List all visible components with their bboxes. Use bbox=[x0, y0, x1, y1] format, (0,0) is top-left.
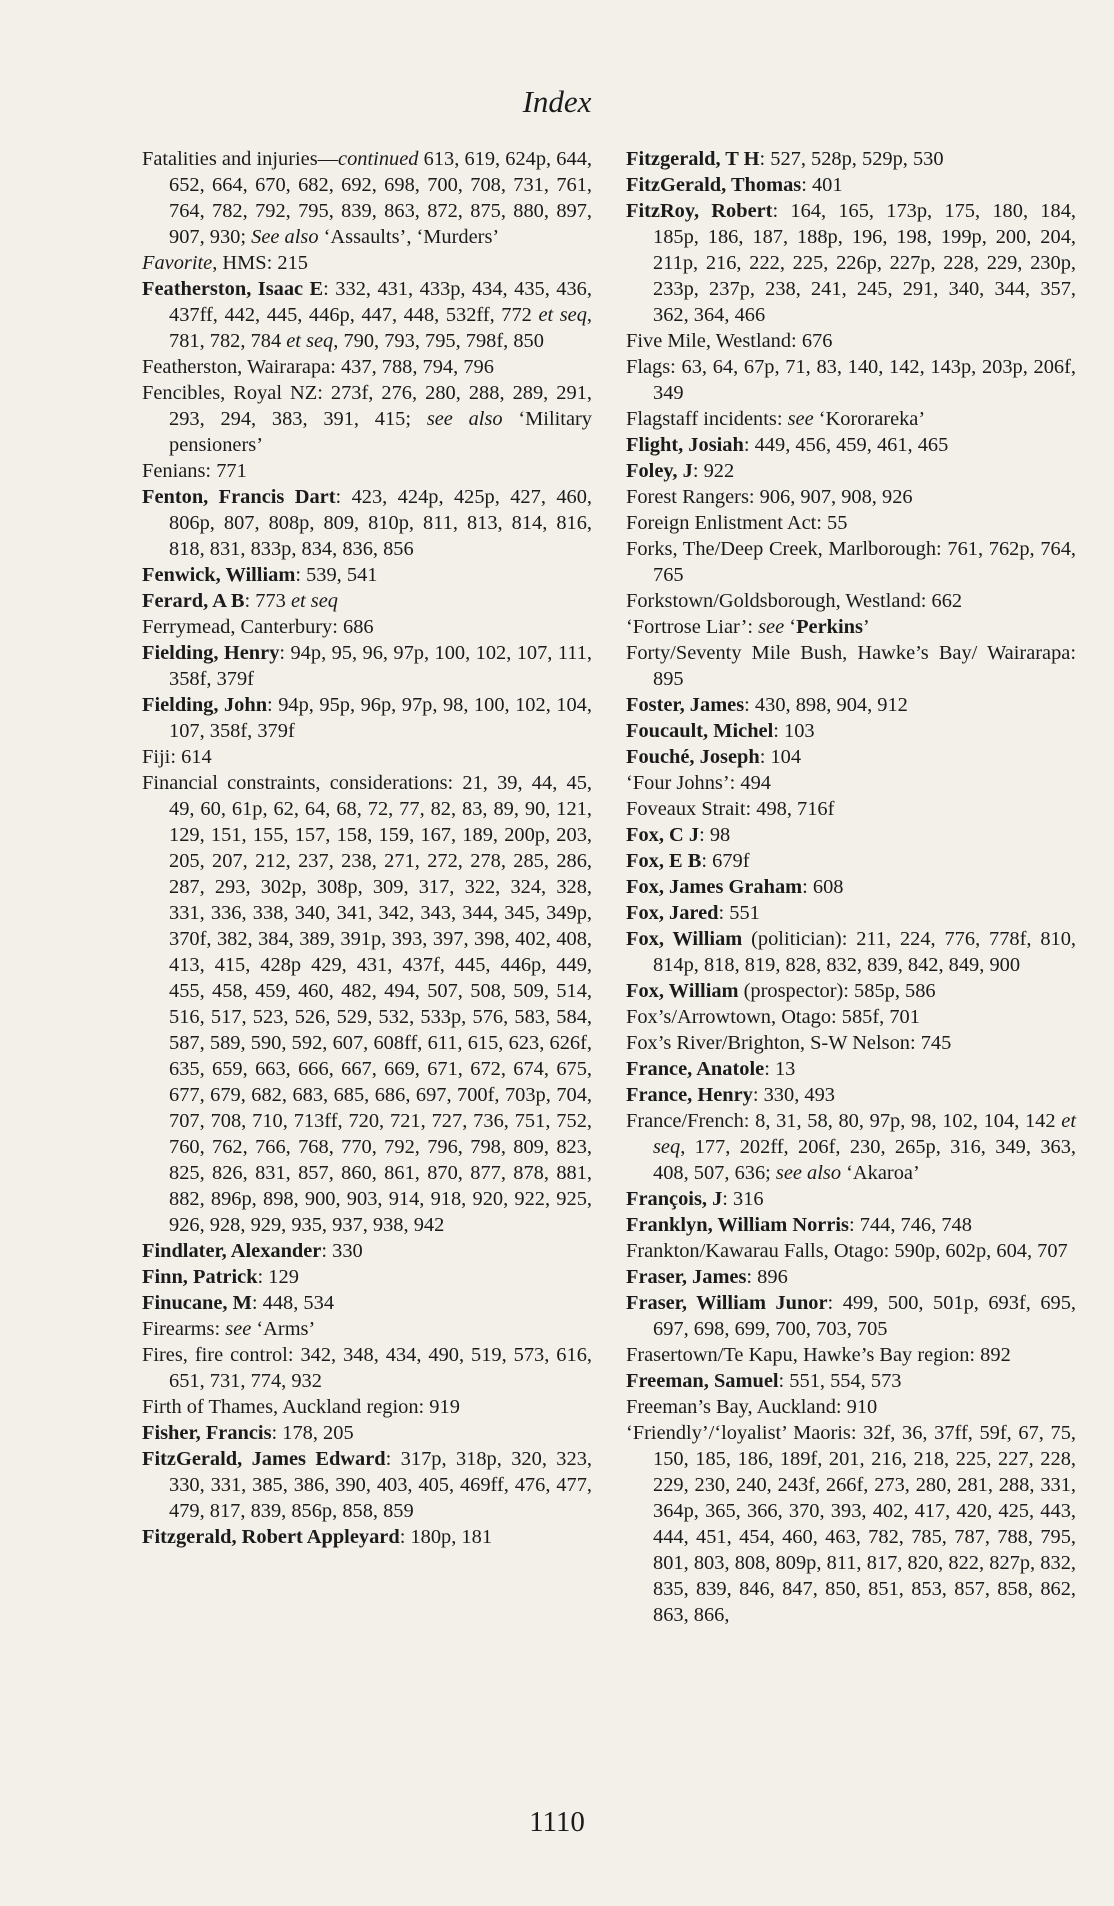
index-entry bbox=[626, 1212, 1076, 1238]
entry-segment: : 164, 165, 173p, 175, 180, 184, 185p, 186, 187, 188p, 196, 198, 199p, 200, 204, 211p, 216, 222, 225, 226p, 227p, 228, 229, 230p, 233p, 237p, 238, 241, 245, 291, 340, 344, 357, 362, 364, 466 bbox=[653, 200, 1076, 326]
entry-segment: FitzRoy, Robert bbox=[626, 200, 773, 222]
entry-segment: et seq bbox=[286, 330, 334, 352]
index-entry bbox=[626, 354, 1076, 406]
entry-segment: Fox’s River/Brighton, S-W Nelson: 745 bbox=[626, 1032, 952, 1054]
entry-segment: : 330 bbox=[321, 1240, 363, 1262]
entry-segment: : 499, 500, 501p, 693f, 695, 697, 698, 699, 700, 703, 705 bbox=[653, 1292, 1077, 1340]
entry-segment: Foster, James bbox=[626, 694, 745, 716]
entry-segment: Foley, J bbox=[626, 460, 693, 482]
entry-segment: : 103 bbox=[773, 720, 815, 742]
index-entry bbox=[142, 692, 592, 744]
index-entry bbox=[626, 1108, 1076, 1186]
index-entry bbox=[626, 588, 1076, 614]
index-entry bbox=[626, 1342, 1076, 1368]
entry-segment: Fielding, Henry bbox=[142, 642, 280, 664]
entry-segment: FitzGerald, James Edward bbox=[142, 1448, 386, 1470]
index-entry bbox=[626, 432, 1076, 458]
entry-segment: François, J bbox=[626, 1188, 723, 1210]
index-entry bbox=[142, 146, 592, 250]
index-entry bbox=[142, 744, 592, 770]
index-entry bbox=[142, 484, 592, 562]
index-entry bbox=[626, 1394, 1076, 1420]
index-entry bbox=[626, 614, 1076, 640]
index-entry bbox=[626, 1186, 1076, 1212]
index-entry bbox=[626, 406, 1076, 432]
entry-segment: ‘Friendly’/‘loyalist’ Maoris: 32f, 36, 37ff, 59f, 67, 75, 150, 185, 186, 189f, 201, 216, 218, 225, 227, 228, 229, 230, 240, 243f, 266f, 273, 280, 281, 288, 331, 364p, 365, 366, 370, 393, 402, 417, 420, 425, 443, 444, 451, 454, 460, 463, 782, 785, 787, 788, 795, 801, 803, 808, 809p, 811, 817, 820, 822, 827p, 832, 835, 839, 846, 847, 850, 851, 853, 857, 858, 862, 863, 866, bbox=[626, 1422, 1076, 1626]
entry-segment: : 679f bbox=[701, 850, 750, 872]
index-entry bbox=[626, 848, 1076, 874]
entry-segment: Fenwick, William bbox=[142, 564, 296, 586]
index-entry bbox=[626, 458, 1076, 484]
entry-segment: see bbox=[758, 616, 785, 638]
entry-segment: : 608 bbox=[802, 876, 844, 898]
entry-segment: Fenton, Francis Dart bbox=[142, 486, 336, 508]
index-entry bbox=[626, 718, 1076, 744]
page-header: Index bbox=[522, 84, 592, 119]
entry-segment: Fouché, Joseph bbox=[626, 746, 760, 768]
index-entry bbox=[142, 770, 592, 1238]
entry-segment: Finn, Patrick bbox=[142, 1266, 258, 1288]
entry-segment: , HMS: 215 bbox=[212, 252, 308, 274]
entry-segment: : 316 bbox=[722, 1188, 764, 1210]
entry-segment: ‘ bbox=[784, 616, 797, 638]
entry-segment: Freeman’s Bay, Auckland: 910 bbox=[626, 1396, 878, 1418]
index-entry bbox=[142, 1238, 592, 1264]
entry-segment: ‘Akaroa’ bbox=[841, 1162, 920, 1184]
index-entry bbox=[626, 900, 1076, 926]
index-entry bbox=[142, 458, 592, 484]
index-entry bbox=[626, 1264, 1076, 1290]
entry-segment: Forkstown/Goldsborough, Westland: 662 bbox=[626, 590, 963, 612]
entry-segment: Flags: 63, 64, 67p, 71, 83, 140, 142, 143p, 203p, 206f, 349 bbox=[626, 356, 1076, 404]
entry-segment: Fox’s/Arrowtown, Otago: 585f, 701 bbox=[626, 1006, 920, 1028]
index-entry bbox=[626, 926, 1076, 978]
entry-segment: (politician): 211, 224, 776, 778f, 810, 814p, 818, 819, 828, 832, 839, 842, 849, 900 bbox=[653, 928, 1076, 976]
entry-segment: Foreign Enlistment Act: 55 bbox=[626, 512, 848, 534]
entry-segment: : 922 bbox=[692, 460, 735, 482]
entry-segment: : 13 bbox=[764, 1058, 796, 1080]
entry-segment: Findlater, Alexander bbox=[142, 1240, 322, 1262]
index-entry bbox=[626, 692, 1076, 718]
entry-segment: Franklyn, William Norris bbox=[626, 1214, 849, 1236]
index-entry bbox=[142, 380, 592, 458]
entry-segment: Fraser, James bbox=[626, 1266, 747, 1288]
entry-segment: : 94p, 95p, 96p, 97p, 98, 100, 102, 104, 107, 358f, 379f bbox=[169, 694, 592, 742]
index-entry bbox=[142, 588, 592, 614]
index-entry bbox=[142, 1290, 592, 1316]
entry-segment: : 430, 898, 904, 912 bbox=[744, 694, 908, 716]
index-entry bbox=[626, 822, 1076, 848]
entry-segment: ‘Fortrose Liar’: bbox=[626, 616, 759, 638]
index-entry bbox=[626, 198, 1076, 328]
entry-segment: : 180p, 181 bbox=[399, 1526, 493, 1548]
index-entry bbox=[626, 1290, 1076, 1342]
index-entry bbox=[626, 328, 1076, 354]
index-entry bbox=[142, 1342, 592, 1394]
index-entry bbox=[626, 874, 1076, 900]
entry-segment: : 449, 456, 459, 461, 465 bbox=[743, 434, 949, 456]
index-entry bbox=[626, 796, 1076, 822]
entry-segment: : 401 bbox=[801, 174, 843, 196]
entry-segment: see also bbox=[426, 408, 503, 430]
entry-segment: ‘Kororareka’ bbox=[813, 408, 926, 430]
entry-segment: Fires, fire control: 342, 348, 434, 490, 519, 573, 616, 651, 731, 774, 932 bbox=[142, 1344, 592, 1392]
index-entry bbox=[142, 1264, 592, 1290]
entry-segment: continued bbox=[338, 148, 419, 170]
index-entry bbox=[142, 354, 592, 380]
index-entry bbox=[626, 1368, 1076, 1394]
index-entry bbox=[142, 276, 592, 354]
entry-segment: Firearms: bbox=[142, 1318, 226, 1340]
entry-segment: Fenians: 771 bbox=[142, 460, 247, 482]
entry-segment: : 104 bbox=[759, 746, 802, 768]
entry-segment: (prospector): 585p, 586 bbox=[738, 980, 936, 1002]
entry-segment: Featherston, Wairarapa: 437, 788, 794, 796 bbox=[142, 356, 494, 378]
index-entry bbox=[626, 640, 1076, 692]
entry-segment: Finucane, M bbox=[142, 1292, 252, 1314]
entry-segment: Perkins bbox=[796, 616, 863, 638]
entry-segment: 613, 619, 624p, 644, 652, 664, 670, 682, 692, 698, 700, 708, 731, 761, 764, 782, 792, 795, 839, 863, 872, 875, 880, 897, 907, 930; bbox=[169, 148, 592, 248]
entry-segment: Fox, James Graham bbox=[626, 876, 803, 898]
index-entry bbox=[626, 510, 1076, 536]
index-entry bbox=[142, 640, 592, 692]
entry-segment: ‘Four Johns’: 494 bbox=[626, 772, 772, 794]
entry-segment: : 94p, 95, 96, 97p, 100, 102, 107, 111, 358f, 379f bbox=[169, 642, 593, 690]
index-entry bbox=[626, 536, 1076, 588]
entry-segment: : 317p, 318p, 320, 323, 330, 331, 385, 386, 390, 403, 405, 469ff, 476, 477, 479, 817, 839, 856p, 858, 859 bbox=[169, 1448, 592, 1522]
entry-segment: Fox, William bbox=[626, 980, 739, 1002]
entry-segment: Ferard, A B bbox=[142, 590, 245, 612]
entry-segment: Fitzgerald, Robert Appleyard bbox=[142, 1526, 400, 1548]
index-entry bbox=[626, 1030, 1076, 1056]
entry-segment: Fencibles, Royal NZ: 273f, 276, 280, 288, 289, 291, 293, 294, 383, 391, 415; bbox=[142, 382, 592, 430]
index-entry bbox=[142, 614, 592, 640]
entry-segment: ‘Military pensioners’ bbox=[169, 408, 592, 456]
index-column-right bbox=[626, 146, 1076, 1628]
index-entry bbox=[626, 744, 1076, 770]
entry-segment: : 551 bbox=[718, 902, 760, 924]
entry-segment: : 551, 554, 573 bbox=[778, 1370, 902, 1392]
entry-segment: ‘Arms’ bbox=[251, 1318, 316, 1340]
entry-segment: : 744, 746, 748 bbox=[849, 1214, 972, 1236]
entry-segment: Fraser, William Junor bbox=[626, 1292, 828, 1314]
entry-segment: : 773 bbox=[244, 590, 291, 612]
index-entry bbox=[626, 1238, 1076, 1264]
entry-segment: Forty/Seventy Mile Bush, Hawke’s Bay/ Wairarapa: 895 bbox=[626, 642, 1076, 690]
index-entry bbox=[626, 484, 1076, 510]
entry-segment: France, Henry bbox=[626, 1084, 753, 1106]
entry-segment: Fatalities and injuries— bbox=[142, 148, 339, 170]
index-entry bbox=[142, 1316, 592, 1342]
entry-segment: Fiji: 614 bbox=[142, 746, 212, 768]
entry-segment: Foveaux Strait: 498, 716f bbox=[626, 798, 835, 820]
entry-segment: Fox, Jared bbox=[626, 902, 719, 924]
entry-segment: Freeman, Samuel bbox=[626, 1370, 779, 1392]
index-entry bbox=[626, 770, 1076, 796]
entry-segment: See also bbox=[251, 226, 319, 248]
entry-segment: Frankton/Kawarau Falls, Otago: 590p, 602p, 604, 707 bbox=[626, 1240, 1068, 1262]
index-entry bbox=[142, 562, 592, 588]
entry-segment: : 539, 541 bbox=[295, 564, 378, 586]
index-entry bbox=[626, 978, 1076, 1004]
entry-segment: Fitzgerald, T H bbox=[626, 148, 760, 170]
index-entry bbox=[142, 1446, 592, 1524]
entry-segment: ‘Assaults’, ‘Murders’ bbox=[318, 226, 500, 248]
entry-segment: , 790, 793, 795, 798f, 850 bbox=[333, 330, 544, 352]
entry-segment: ’ bbox=[862, 616, 870, 638]
entry-segment: France, Anatole bbox=[626, 1058, 765, 1080]
index-entry bbox=[626, 1056, 1076, 1082]
entry-segment: : 98 bbox=[699, 824, 731, 846]
entry-segment: Ferrymead, Canterbury: 686 bbox=[142, 616, 374, 638]
index-entry bbox=[142, 250, 592, 276]
entry-segment: see bbox=[787, 408, 814, 430]
entry-segment: : 896 bbox=[746, 1266, 788, 1288]
entry-segment: : 527, 528p, 529p, 530 bbox=[759, 148, 944, 170]
index-entry bbox=[626, 1004, 1076, 1030]
entry-segment: Fox, William bbox=[626, 928, 743, 950]
entry-segment: Foucault, Michel bbox=[626, 720, 774, 742]
entry-segment: see also bbox=[775, 1162, 842, 1184]
index-column-left bbox=[142, 146, 592, 1550]
entry-segment: Flight, Josiah bbox=[626, 434, 744, 456]
entry-segment: Frasertown/Te Kapu, Hawke’s Bay region: 892 bbox=[626, 1344, 1011, 1366]
entry-segment: Fox, E B bbox=[626, 850, 702, 872]
entry-segment: FitzGerald, Thomas bbox=[626, 174, 802, 196]
index-entry bbox=[626, 146, 1076, 172]
entry-segment: Five Mile, Westland: 676 bbox=[626, 330, 833, 352]
page-number: 1110 bbox=[529, 1806, 585, 1838]
entry-segment: Forest Rangers: 906, 907, 908, 926 bbox=[626, 486, 913, 508]
entry-segment: Forks, The/Deep Creek, Marlborough: 761, 762p, 764, 765 bbox=[626, 538, 1076, 586]
index-entry bbox=[626, 172, 1076, 198]
entry-segment: , 781, 782, 784 bbox=[169, 304, 592, 352]
entry-segment: et seq bbox=[538, 304, 587, 326]
entry-segment: Financial constraints, considerations: 21, 39, 44, 45, 49, 60, 61p, 62, 64, 68, 72, 77, 82, 83, 89, 90, 121, 129, 151, 155, 157, 158, 159, 167, 189, 200p, 203, 205, 207, 212, 237, 238, 271, 272, 278, 285, 286, 287, 293, 302p, 308p, 309, 317, 322, 324, 328, 331, 336, 338, 340, 341, 342, 343, 344, 345, 349p, 370f, 382, 384, 389, 391p, 393, 397, 398, 402, 408, 413, 415, 428p 429, 431, 437f, 445, 446p, 449, 455, 458, 459, 460, 482, 494, 507, 508, 509, 514, 516, 517, 523, 526, 529, 532, 533p, 576, 583, 584, 587, 589, 590, 592, 607, 608ff, 611, 615, 623, 626f, 635, 659, 663, 666, 667, 669, 671, 672, 674, 675, 677, 679, 682, 683, 685, 686, 697, 700f, 703p, 704, 707, 708, 710, 713ff, 720, 721, 727, 736, 751, 752, 760, 762, 766, 768, 770, 792, 796, 798, 809, 823, 825, 826, 831, 857, 860, 861, 870, 877, 878, 881, 882, 896p, 898, 900, 903, 914, 918, 920, 922, 925, 926, 928, 929, 935, 937, 938, 942 bbox=[142, 772, 592, 1236]
entry-segment: Fox, C J bbox=[626, 824, 700, 846]
entry-segment: , 177, 202ff, 206f, 230, 265p, 316, 349, 363, 408, 507, 636; bbox=[653, 1136, 1076, 1184]
entry-segment: : 129 bbox=[257, 1266, 299, 1288]
index-entry bbox=[626, 1420, 1076, 1628]
entry-segment: et seq bbox=[290, 590, 338, 612]
entry-segment: France/French: 8, 31, 58, 80, 97p, 98, 102, 104, 142 bbox=[626, 1110, 1062, 1132]
entry-segment: Fisher, Francis bbox=[142, 1422, 272, 1444]
entry-segment: see bbox=[225, 1318, 252, 1340]
entry-segment: : 332, 431, 433p, 434, 435, 436, 437ff, 442, 445, 446p, 447, 448, 532ff, 772 bbox=[169, 278, 592, 326]
entry-segment: : 330, 493 bbox=[752, 1084, 835, 1106]
index-entry bbox=[142, 1394, 592, 1420]
entry-segment: Firth of Thames, Auckland region: 919 bbox=[142, 1396, 460, 1418]
entry-segment: et seq bbox=[653, 1110, 1076, 1158]
entry-segment: Featherston, Isaac E bbox=[142, 278, 324, 300]
index-entry bbox=[142, 1524, 592, 1550]
index-entry bbox=[626, 1082, 1076, 1108]
entry-segment: Favorite bbox=[142, 252, 213, 274]
entry-segment: Flagstaff incidents: bbox=[626, 408, 788, 430]
entry-segment: Fielding, John bbox=[142, 694, 268, 716]
entry-segment: : 178, 205 bbox=[271, 1422, 354, 1444]
entry-segment: : 423, 424p, 425p, 427, 460, 806p, 807, 808p, 809, 810p, 811, 813, 814, 816, 818, 831, 833p, 834, 836, 856 bbox=[169, 486, 592, 560]
index-entry bbox=[142, 1420, 592, 1446]
entry-segment: : 448, 534 bbox=[251, 1292, 335, 1314]
